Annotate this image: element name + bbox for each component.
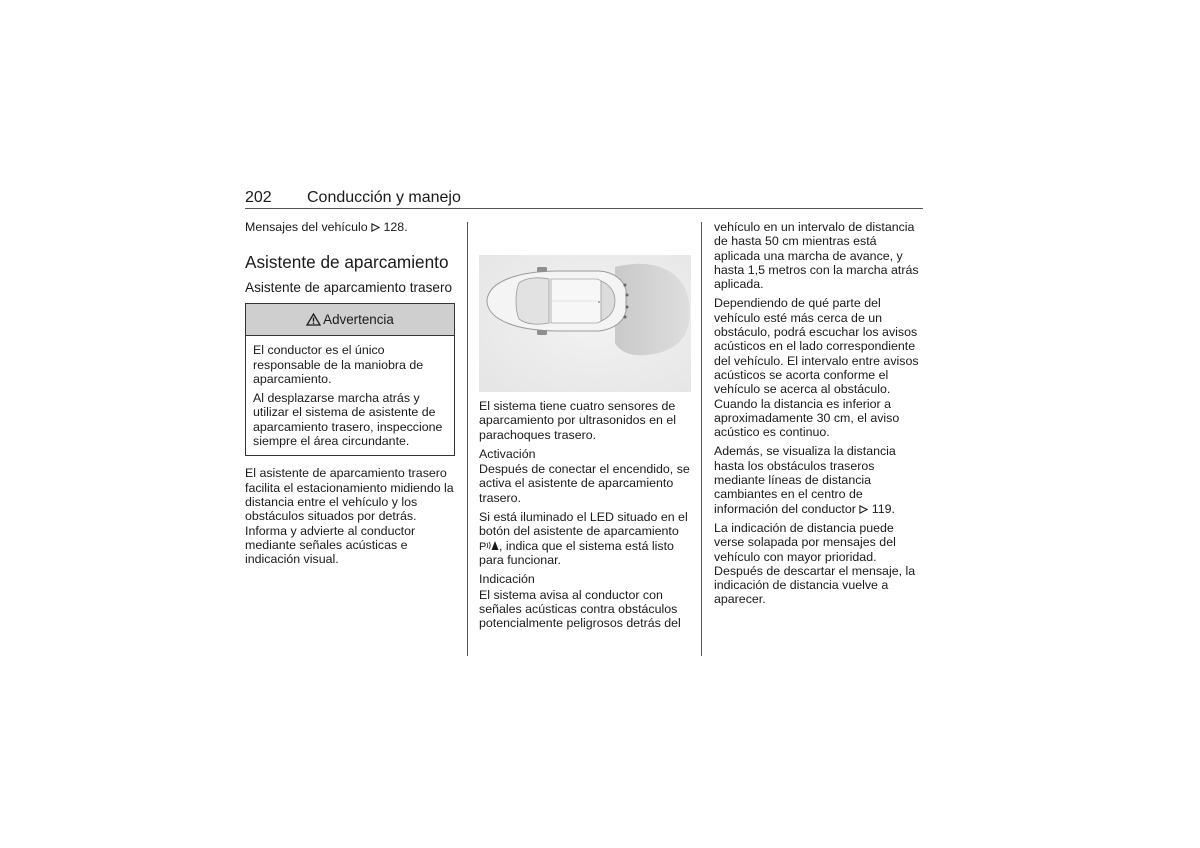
activation-text-a: Si está iluminado el LED situado en el botón del asistente de aparcamiento <box>479 510 688 539</box>
sub-heading: Asistente de aparcamiento trasero <box>245 280 453 296</box>
reference-arrow-icon <box>371 223 380 232</box>
activation-paragraph-2 <box>479 510 691 567</box>
intro-text: Mensajes del vehículo <box>245 220 368 234</box>
col3-paragraph-1: vehículo en un intervalo de distancia de hasta 50 cm mientras está aplicada una marcha de avance, y hasta 1,5 metros con la marcha atrás aplicada. <box>714 220 919 292</box>
warning-title: Advertencia <box>323 311 394 327</box>
body-paragraph: El asistente de aparcamiento trasero facilita el estacionamiento midiendo la distancia entre el vehículo y los obstáculos situados por detrás. Informa y advierte al conductor mediante señales acústicas e indicación visual. <box>245 466 454 567</box>
warning-box <box>245 303 455 456</box>
activation-text-b: , indica que el sistema está listo para funcionar. <box>479 538 674 567</box>
intro-ref[interactable]: 128. <box>383 220 408 234</box>
activation-heading: Activación <box>479 446 536 461</box>
reference-arrow-icon <box>859 505 868 514</box>
illustration-caption: El sistema tiene cuatro sensores de aparcamiento por ultrasonidos en el parachoques trasero. <box>479 399 676 442</box>
section-title: Conducción y manejo <box>307 189 461 206</box>
warning-header <box>246 304 454 336</box>
warning-paragraph-2: Al desplazarse marcha atrás y utilizar el sistema de asistente de aparcamiento trasero, inspeccione siempre el área circundante. <box>253 391 443 449</box>
svg-text:P: P <box>479 540 487 551</box>
warning-body <box>246 336 454 455</box>
column-1 <box>245 220 457 571</box>
column-divider-right <box>701 222 702 656</box>
intro-line <box>245 220 457 234</box>
park-assist-button-icon <box>479 540 499 551</box>
column-divider-left <box>467 222 468 656</box>
col3-ref[interactable]: 119. <box>871 501 895 516</box>
header-rule <box>245 208 923 209</box>
col3-paragraph-3 <box>714 444 926 515</box>
col3-paragraph-2: Dependiendo de qué parte del vehículo esté más cerca de un obstáculo, podrá escuchar los avisos acústicos en el lado correspondiente del vehículo. El intervalo entre avisos acústicos se acorta conforme el vehículo se acerca al obstáculo. Cuando la distancia es inferior a aproximadamente 30 cm, el aviso acústico es continuo. <box>714 296 919 440</box>
column-3 <box>714 220 926 612</box>
warning-paragraph-1: El conductor es el único responsable de la maniobra de aparcamiento. <box>253 343 424 386</box>
warning-triangle-icon <box>306 313 321 326</box>
indication-heading: Indicación <box>479 572 535 587</box>
activation-paragraph-1: Después de conectar el encendido, se activa el asistente de aparcamiento trasero. <box>479 462 690 505</box>
indication-paragraph-1: El sistema avisa al conductor con señales acústicas contra obstáculos potencialmente peligrosos detrás del <box>479 587 681 631</box>
page-number: 202 <box>245 189 272 206</box>
car-sensor-illustration <box>479 255 691 392</box>
main-heading: Asistente de aparcamiento <box>245 252 449 273</box>
col3-paragraph-3-text: Además, se visualiza la distancia hasta los obstáculos traseros mediante líneas de distancia cambiantes en el centro de información del conductor <box>714 444 896 516</box>
col3-paragraph-4: La indicación de distancia puede verse solapada por mensajes del vehículo con mayor prioridad. Después de descartar el mensaje, la indicación de distancia vuelve a aparecer. <box>714 520 916 607</box>
column-2 <box>479 399 691 635</box>
